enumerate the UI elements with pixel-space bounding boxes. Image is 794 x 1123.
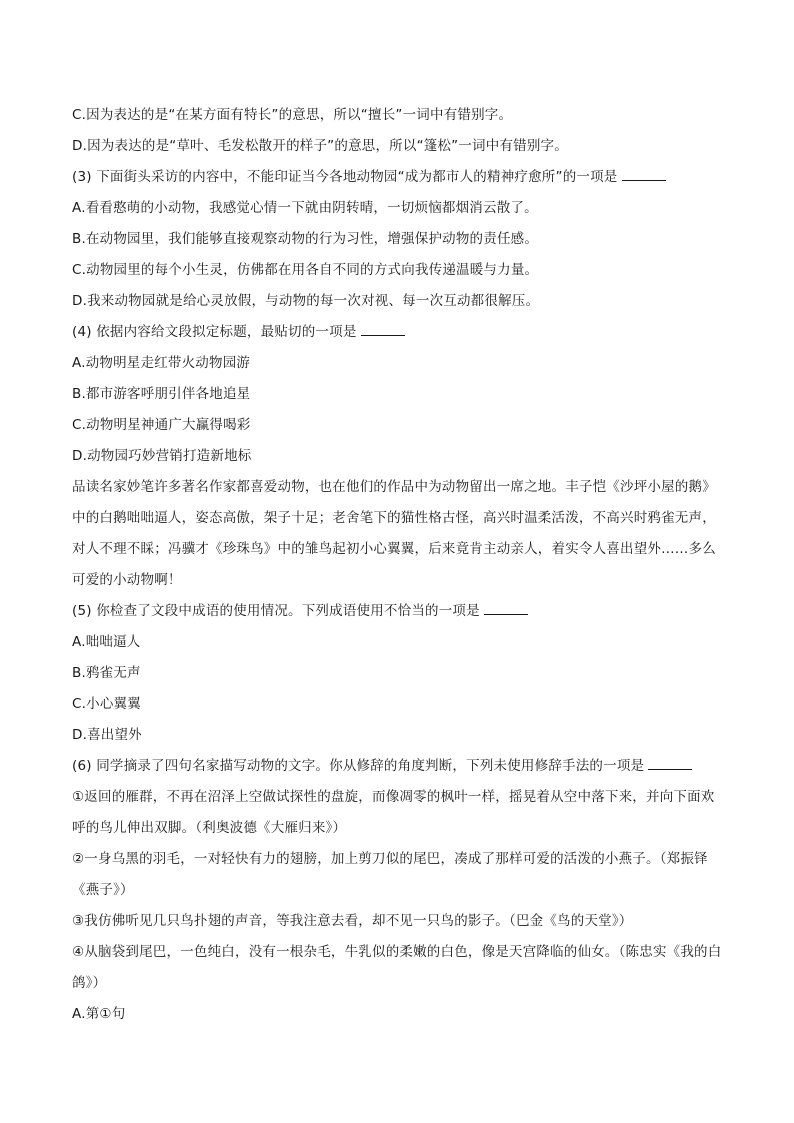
document-page [72,100,722,1030]
answer-blank-3[interactable] [622,168,666,181]
option-q3-b: B.在动物园里，我们能够直接观察动物的行为习性，增强保护动物的责任感。 [72,231,539,247]
option-q3-a: A.看看憨萌的小动物，我感觉心情一下就由阴转晴，一切烦恼都烟消云散了。 [72,200,538,216]
question-3-text: (3) 下面街头采访的内容中，不能印证当今各地动物园“成为都市人的精神疗愈所”的一项是 [72,169,618,185]
option-q5-c: C.小心翼翼 [72,696,141,712]
option-q6-a: A.第①句 [72,1006,126,1022]
question-5-stem [72,596,722,627]
reading-passage: 品读名家妙笔许多著名作家都喜爱动物，也在他们的作品中为动物留出一席之地。丰子恺《沙坪小屋的鹅》中的白鹅咄咄逼人，姿态高傲，架子十足；老舍笔下的猫性格古怪，高兴时温柔活泼，不高兴时鸦雀无声，对人不理不睬；冯骥才《珍珠鸟》中的雏鸟起初小心翼翼，后来竟肯主动亲人，着实令人喜出望外……多么可爱的小动物啊！ [72,479,716,588]
option-q5-d: D.喜出望外 [72,727,142,743]
quote-sentence-3: ③我仿佛听见几只鸟扑翅的声音，等我注意去看，却不见一只鸟的影子。（巴金《鸟的天堂》） [72,913,633,929]
option-q4-d: D.动物园巧妙营销打造新地标 [72,448,252,464]
question-6-text: (6) 同学摘录了四句名家描写动物的文字。你从修辞的角度判断，下列未使用修辞手法的一项是 [72,758,645,774]
option-q4-a: A.动物明星走红带火动物园游 [72,355,251,371]
question-3-stem [72,162,722,193]
option-q5-b: B.鸦雀无声 [72,665,141,681]
quote-sentence-2: ②一身乌黑的羽毛，一对轻快有力的翅膀，加上剪刀似的尾巴，凑成了那样可爱的活泼的小燕子。（郑振铎《燕子》） [72,851,708,898]
option-q4-c: C.动物明星神通广大赢得喝彩 [72,417,251,433]
answer-blank-6[interactable] [648,757,692,770]
option-q2-c: C.因为表达的是“在某方面有特长”的意思，所以“擅长”一词中有错别字。 [72,107,513,123]
quote-sentence-1: ①返回的雁群，不再在沼泽上空做试探性的盘旋，而像凋零的枫叶一样，摇晃着从空中落下来，并向下面欢呼的鸟儿伸出双脚。（利奥波德《大雁归来》） [72,789,715,836]
question-4-text: (4) 依据内容给文段拟定标题，最贴切的一项是 [72,324,357,340]
question-5-text: (5) 你检查了文段中成语的使用情况。下列成语使用不恰当的一项是 [72,603,480,619]
answer-blank-5[interactable] [484,602,528,615]
option-q4-b: B.都市游客呼朋引伴各地追星 [72,386,251,402]
option-q3-c: C.动物园里的每个小生灵，仿佛都在用各自不同的方式向我传递温暖与力量。 [72,262,539,278]
option-q2-d: D.因为表达的是“草叶、毛发松散开的样子”的意思，所以“篷松”一词中有错别字。 [72,138,568,154]
option-q3-d: D.我来动物园就是给心灵放假，与动物的每一次对视、每一次互动都很解压。 [72,293,540,309]
answer-blank-4[interactable] [361,323,405,336]
question-6-stem [72,751,722,782]
quote-sentence-4: ④从脑袋到尾巴，一色纯白，没有一根杂毛，牛乳似的柔嫩的白色，像是天宫降临的仙女。（陈忠实《我的白鸽》） [72,944,722,991]
question-4-stem [72,317,722,348]
option-q5-a: A.咄咄逼人 [72,634,141,650]
